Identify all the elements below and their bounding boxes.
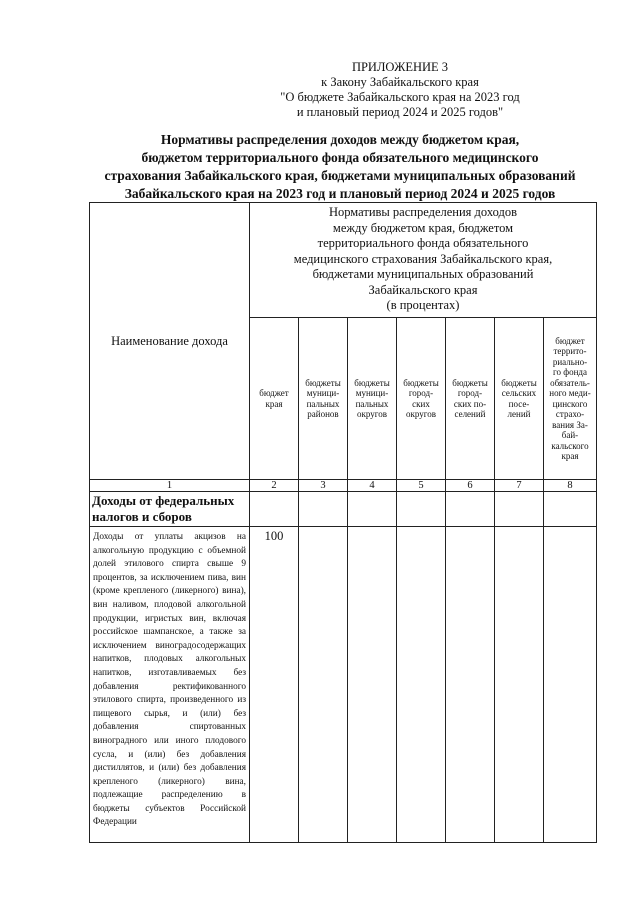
col-header-city-settlements — [446, 318, 495, 480]
col-header-line: лений — [507, 409, 531, 419]
col-header-line: районов — [307, 409, 339, 419]
column-number: 6 — [446, 480, 495, 492]
empty-cell — [544, 492, 597, 527]
group-header-line: медицинского страхования Забайкальского края, — [293, 251, 553, 266]
title-line-4: Забайкальского края на 2023 год и плановый период 2024 и 2025 годов — [124, 186, 556, 201]
col-header-line: ских — [412, 398, 430, 409]
col-header-line: посе- — [508, 398, 530, 409]
col-header-line: бюджеты — [354, 377, 390, 388]
document-title — [90, 131, 590, 203]
column-numbers-row — [90, 480, 597, 492]
column-number: 5 — [397, 480, 446, 492]
empty-cell — [495, 492, 544, 527]
col-header-line: террито- — [553, 346, 587, 356]
empty-cell — [250, 492, 299, 527]
col-header-region — [250, 318, 299, 480]
group-header-line: (в процентах) — [386, 298, 460, 312]
empty-cell — [397, 492, 446, 527]
col-header-line: муници- — [306, 388, 340, 398]
empty-cell — [446, 492, 495, 527]
norms-table — [89, 202, 597, 843]
group-header-line: бюджетами муниципальных образований — [312, 267, 534, 281]
empty-cell — [348, 527, 397, 843]
col-header-line: цинского — [552, 398, 588, 409]
appendix-law: к Закону Забайкальского края — [321, 75, 479, 89]
section-title — [90, 492, 250, 527]
col-header-municipal-okrugs — [348, 318, 397, 480]
col-header-line: муници- — [355, 388, 389, 398]
section-row — [90, 492, 597, 527]
col-header-line: город- — [457, 388, 483, 398]
column-number: 7 — [495, 480, 544, 492]
col-header-line: края — [265, 398, 283, 409]
col-header-line: края — [561, 451, 579, 461]
col-header-insurance-fund — [544, 318, 597, 480]
column-number: 4 — [348, 480, 397, 492]
col-header-line: селений — [454, 409, 486, 419]
column-number: 1 — [90, 480, 250, 492]
col-header-rural-settlements — [495, 318, 544, 480]
col-header-line: страхо- — [555, 409, 585, 419]
group-header-line: между бюджетом края, бюджетом — [332, 220, 514, 235]
col-header-line: ских по- — [453, 398, 487, 409]
col-header-municipal-districts — [299, 318, 348, 480]
col-header-line: бай- — [561, 430, 579, 440]
group-header — [250, 203, 597, 318]
group-header-line: Забайкальского края — [368, 282, 478, 297]
col-header-line: округов — [406, 409, 436, 419]
empty-cell — [348, 492, 397, 527]
col-header-city-okrugs — [397, 318, 446, 480]
col-header-line: бюджеты — [403, 377, 439, 388]
col-header-line: город- — [408, 388, 434, 398]
title-line-1: Нормативы распределения доходов между бюджетом края, — [160, 132, 520, 147]
appendix-law-period: и плановый период 2024 и 2025 годов" — [296, 105, 504, 119]
col-header-line: округов — [357, 409, 387, 419]
col-header-line: бюджеты — [501, 377, 537, 388]
name-header: Наименование дохода — [90, 203, 250, 480]
col-header-line: пальных — [306, 398, 340, 409]
table-row — [90, 527, 597, 843]
region-budget-value: 100 — [250, 527, 299, 843]
col-header-line: вания За- — [552, 419, 588, 430]
empty-cell — [544, 527, 597, 843]
empty-cell — [397, 527, 446, 843]
col-header-line: риально- — [552, 356, 588, 367]
col-header-line: ного меди- — [549, 388, 591, 398]
empty-cell — [299, 527, 348, 843]
col-header-line: сельских — [501, 388, 537, 398]
col-header-line: бюджеты — [305, 377, 341, 388]
empty-cell — [299, 492, 348, 527]
col-header-line: бюджеты — [452, 377, 488, 388]
appendix-law-title: "О бюджете Забайкальского края на 2023 год — [280, 90, 520, 104]
col-header-line: обязатель- — [550, 377, 590, 388]
col-header-line: бюджет — [555, 335, 585, 346]
title-line-2: бюджетом территориального фонда обязательного медицинского — [141, 150, 539, 165]
header-row-group — [90, 203, 597, 318]
col-header-line: бюджет — [259, 388, 289, 398]
column-number: 8 — [544, 480, 597, 492]
empty-cell — [495, 527, 544, 843]
column-number: 3 — [299, 480, 348, 492]
title-line-3: страхования Забайкальского края, бюджетами муниципальных образований — [104, 168, 576, 183]
income-description: Доходы от уплаты акцизов на алкогольную продукцию с объемной долей этилового спирта свыше 9 процентов, за исключением пива, вин (кроме крепленого (ликерного) вина), вин наливом, плодовой алкогольной продукции, игристых вин, включая российское шампанское, а также за исключением виноградосодержащих напитков, плодовых алкогольных напитков, изготавливаемых без добавления ректификованного этилового спирта, произведенного из пищевого сырья, и (или) без добавления спиртованных виноградного или иного плодового сусла, и (или) без добавления дистиллятов, и (или) без добавления крепленого (ликерного) вина, подлежащие распределению в бюджеты субъектов Российской Федерации — [90, 527, 250, 843]
group-header-line: территориального фонда обязательного — [317, 236, 529, 250]
empty-cell — [446, 527, 495, 843]
group-header-line: Нормативы распределения доходов — [328, 205, 518, 219]
column-number: 2 — [250, 480, 299, 492]
col-header-line: пальных — [355, 398, 389, 409]
col-header-line: го фонда — [553, 367, 587, 377]
appendix-header — [250, 60, 550, 120]
appendix-number: ПРИЛОЖЕНИЕ 3 — [351, 60, 449, 74]
section-title-line: Доходы от федеральных — [92, 493, 235, 508]
col-header-line: кальского — [551, 440, 589, 451]
section-title-line: налогов и сборов — [92, 509, 192, 524]
